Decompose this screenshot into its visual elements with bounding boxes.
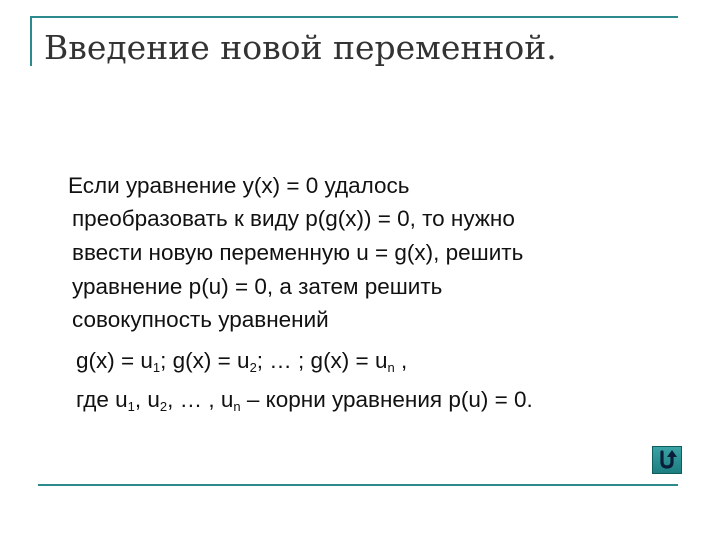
equations-part-2: ; g(x) = u (160, 348, 250, 373)
roots-sub-3: n (233, 399, 241, 414)
roots-part-2: , u (134, 387, 160, 412)
roots-sub-2: 2 (159, 399, 168, 414)
paragraph-line-3: ввести новую переменную u = g(x), решить (72, 240, 524, 265)
roots-part-3: , … , u (167, 387, 234, 412)
slide-title: Введение новой переменной. (44, 28, 557, 67)
paragraph-line-5: совокупность уравнений (72, 307, 329, 332)
equations-sub-1: 1 (152, 360, 161, 375)
roots-part-1: где u (76, 387, 128, 412)
equations-part-3: ; … ; g(x) = u (256, 348, 388, 373)
equations-part-4: , (394, 348, 408, 373)
paragraph-line-2: преобразовать к виду p(g(x)) = 0, то нужно (72, 206, 515, 231)
equations-line (76, 347, 407, 375)
equations-part-1: g(x) = u (76, 348, 153, 373)
paragraph-line-1: Если уравнение y(x) = 0 удалось (68, 173, 410, 198)
equations-sub-2: 2 (249, 360, 257, 375)
equations-sub-3: n (387, 360, 395, 375)
return-arrow-icon (653, 447, 681, 473)
paragraph-line-4: уравнение p(u) = 0, а затем решить (72, 274, 443, 299)
roots-part-4: – корни уравнения p(u) = 0. (240, 387, 533, 412)
return-button[interactable] (652, 446, 682, 474)
roots-sub-1: 1 (127, 399, 135, 414)
bottom-rule (38, 484, 678, 486)
roots-line (76, 386, 533, 414)
